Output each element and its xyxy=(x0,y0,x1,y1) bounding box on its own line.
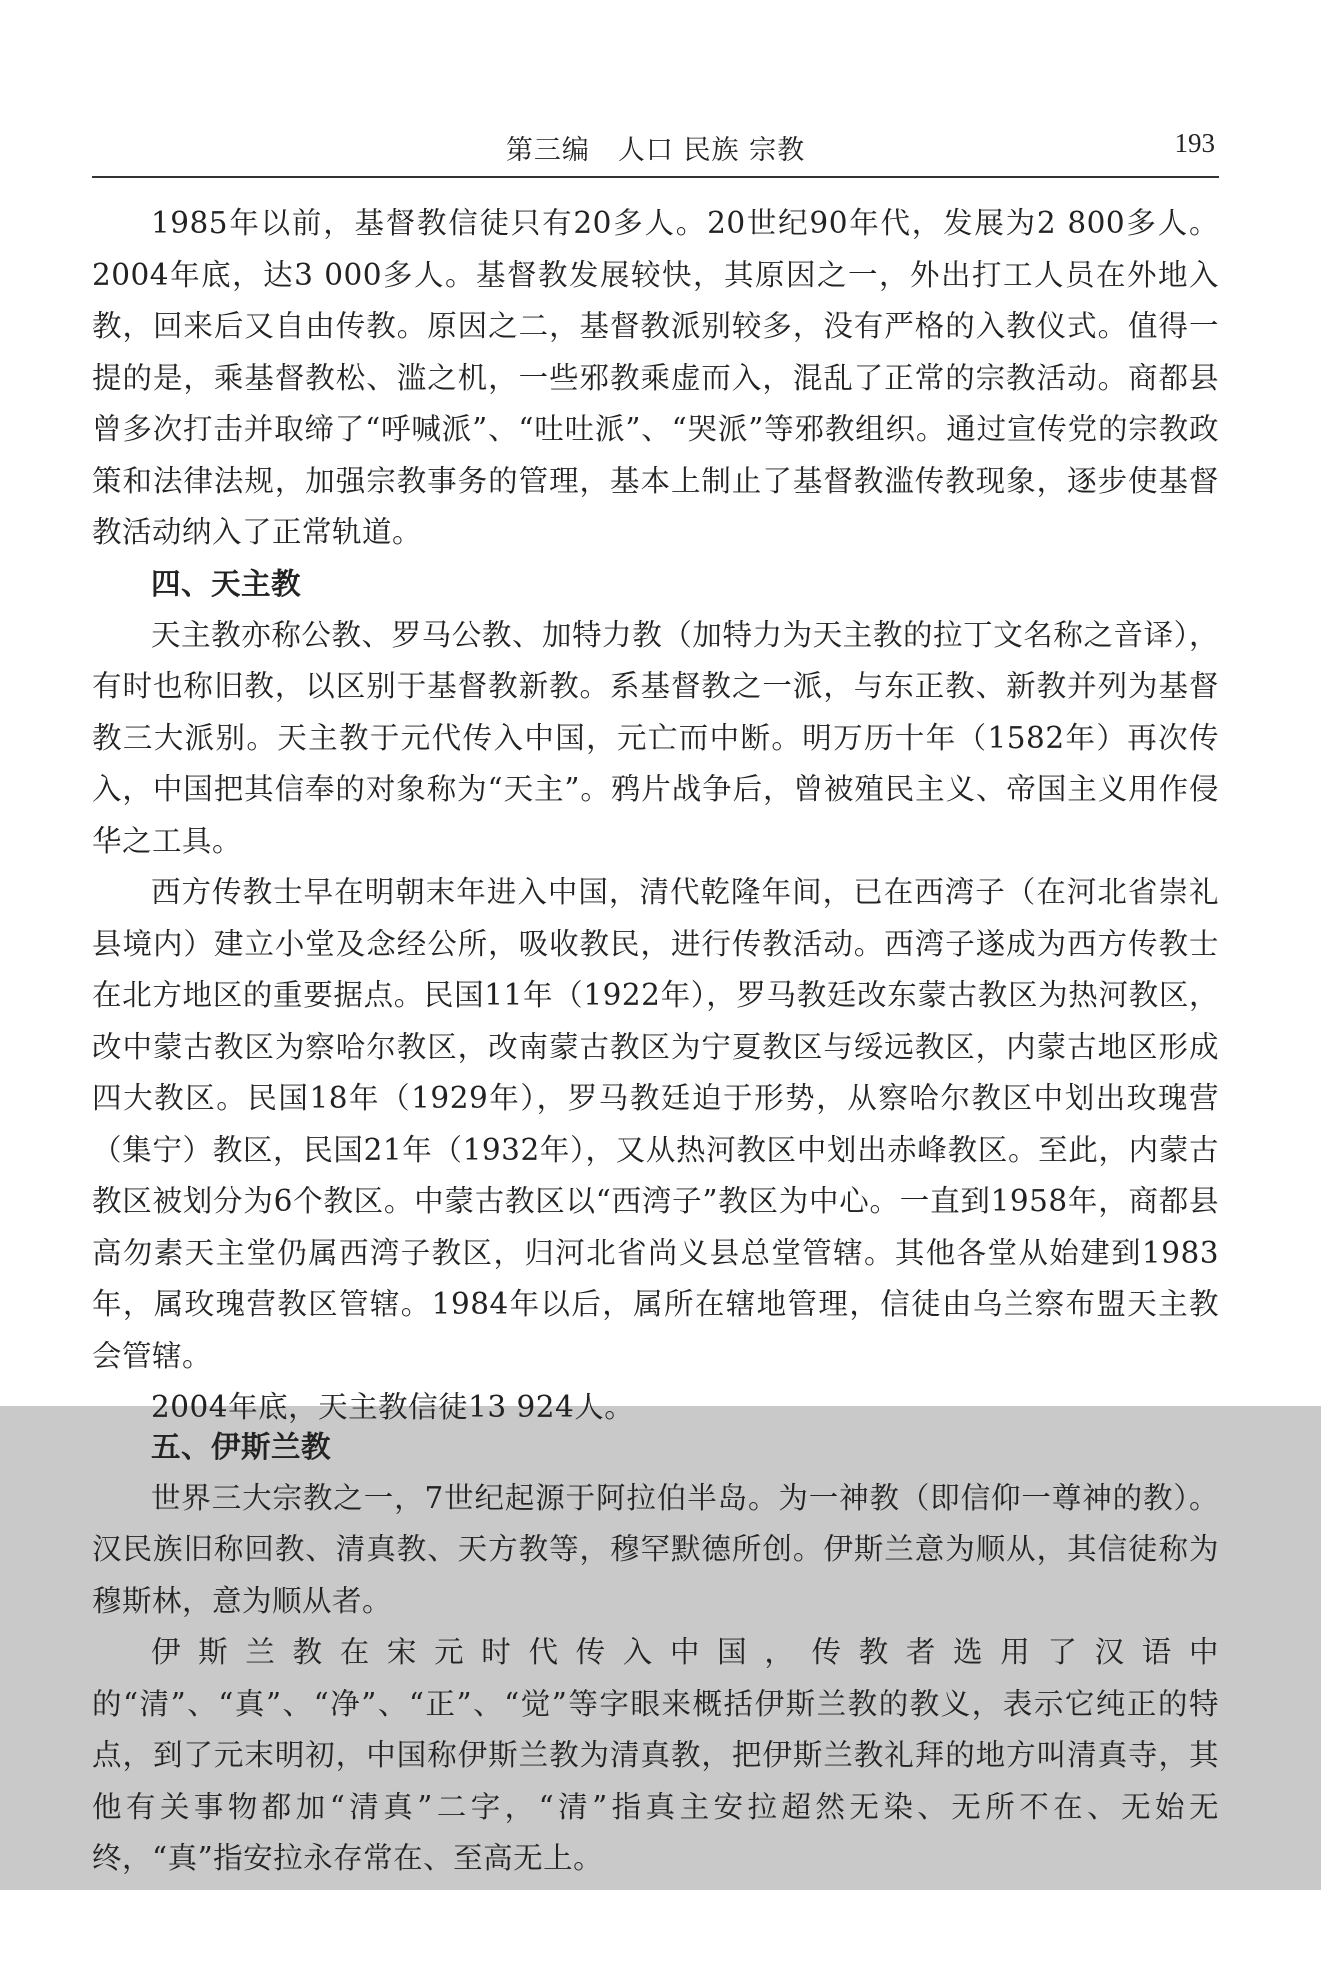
catholicism-section xyxy=(92,558,1219,1434)
paragraph: 天主教亦称公教、罗马公教、加特力教（加特力为天主教的拉丁文名称之音译），有时也称旧教，以区别于基督教新教。系基督教之一派，与东正教、新教并列为基督教三大派别。天主教于元代传入中国，元亡而中断。明万历十年（1582年）再次传入，中国把其信奉的对象称为“天主”。鸦片战争后，曾被殖民主义、帝国主义用作侵华之工具。 xyxy=(92,617,1219,858)
page-number: 193 xyxy=(1174,128,1215,158)
islam-section xyxy=(92,1421,1219,1885)
paragraph: 伊斯兰教在宋元时代传入中国，传教者选用了汉语中的“清”、“真”、“净”、“正”、“觉”等字眼来概括伊斯兰教的教义，表示它纯正的特点，到了元末明初，中国称伊斯兰教为清真教，把伊斯兰教礼拜的地方叫清真寺，其他有关事物都加“清真”二字，“清”指真主安拉超然无染、无所不在、无始无终，“真”指安拉永存常在、至高无上。 xyxy=(92,1635,1219,1875)
paragraph: 西方传教士早在明朝末年进入中国，清代乾隆年间，已在西湾子（在河北省崇礼县境内）建立小堂及念经公所，吸收教民，进行传教活动。西湾子遂成为西方传教士在北方地区的重要据点。民国11年（1922年），罗马教廷改东蒙古教区为热河教区，改中蒙古教区为察哈尔教区，改南蒙古教区为宁夏教区与绥远教区，内蒙古地区形成四大教区。民国18年（1929年），罗马教廷迫于形势，从察哈尔教区中划出玫瑰营（集宁）教区，民国21年（1932年），又从热河教区中划出赤峰教区。至此，内蒙古教区被划分为6个教区。中蒙古教区以“西湾子”教区为中心。一直到1958年，商都县高勿素天主堂仍属西湾子教区，归河北省尚义县总堂管辖。其他各堂从始建到1983年，属玫瑰营教区管辖。1984年以后，属所在辖地管理，信徒由乌兰察布盟天主教会管辖。 xyxy=(92,875,1219,1373)
section-heading: 四、天主教 xyxy=(151,566,302,601)
section-heading: 五、伊斯兰教 xyxy=(151,1429,332,1464)
paragraph: 1985年以前，基督教信徒只有20多人。20世纪90年代，发展为2 800多人。2004年底，达3 000多人。基督教发展较快，其原因之一，外出打工人员在外地入教，回来后又自由传教。原因之二，基督教派别较多，没有严格的入教仪式。值得一提的是，乘基督教松、滥之机，一些邪教乘虚而入，混乱了正常的宗教活动。商都县曾多次打击并取缔了“呼喊派”、“吐吐派”、“哭派”等邪教组织。通过宣传党的宗教政策和法律法规，加强宗教事务的管理，基本上制止了基督教滥传教现象，逐步使基督教活动纳入了正常轨道。 xyxy=(92,206,1219,549)
christianity-section xyxy=(92,198,1219,559)
paragraph: 世界三大宗教之一，7世纪起源于阿拉伯半岛。为一神教（即信仰一尊神的教）。汉民族旧称回教、清真教、天方教等，穆罕默德所创。伊斯兰意为顺从，其信徒称为穆斯林，意为顺从者。 xyxy=(92,1480,1219,1618)
paragraph: 2004年底，天主教信徒13 924人。 xyxy=(151,1390,635,1424)
running-header xyxy=(92,124,1219,178)
chapter-title: 第三编 人口 民族 宗教 xyxy=(505,135,806,166)
